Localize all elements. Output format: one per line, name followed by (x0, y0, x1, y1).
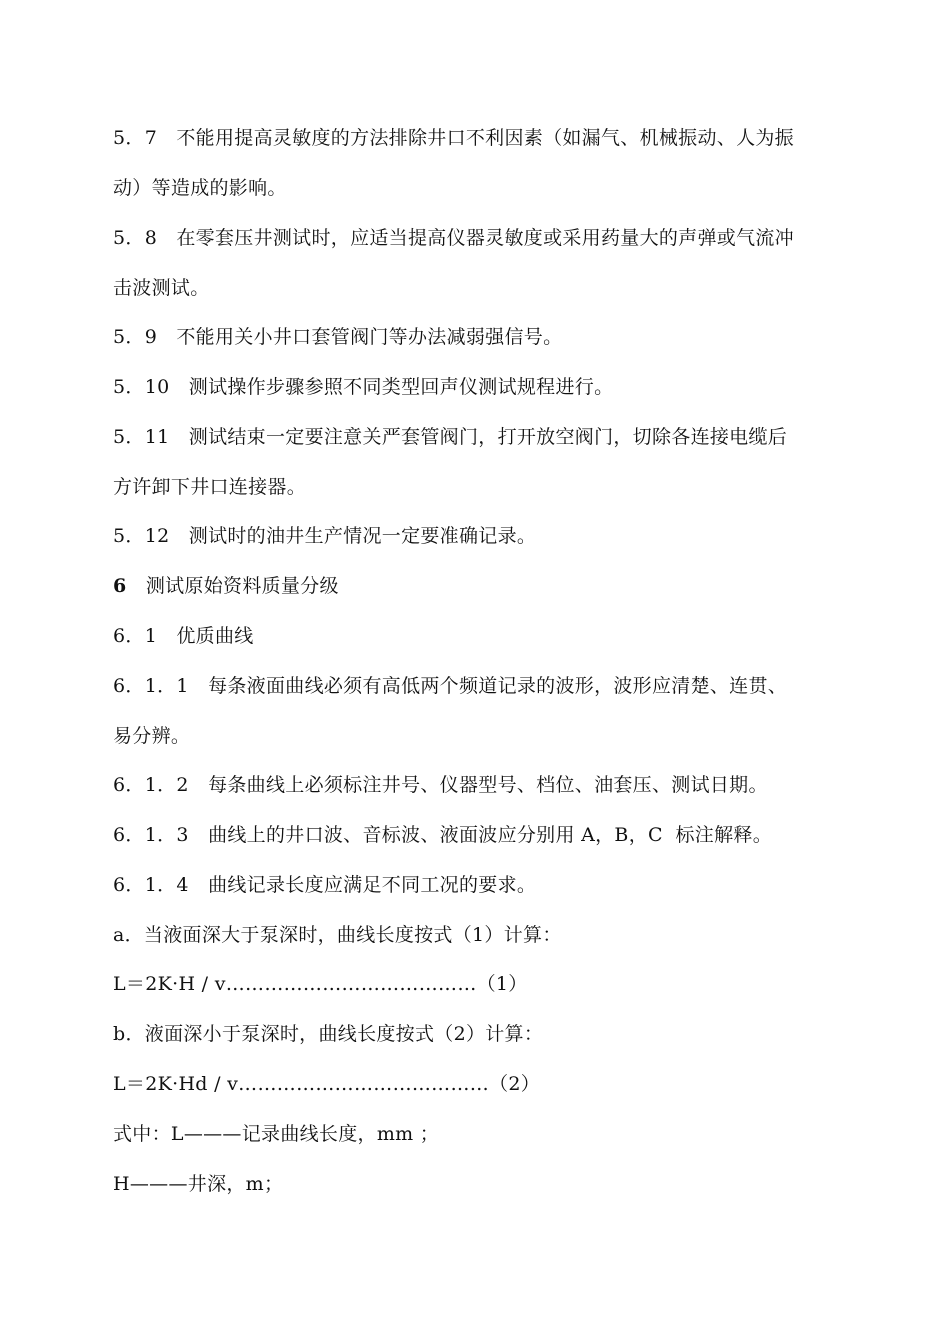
section-title: 测试原始资料质量分级 (126, 575, 339, 597)
item-a: a．当液面深大于泵深时，曲线长度按式（1）计算： (113, 924, 562, 946)
definition-l: 式中：L———记录曲线长度，mm ； (113, 1123, 440, 1145)
item-b: b．液面深小于泵深时，曲线长度按式（2）计算： (113, 1023, 544, 1045)
formula-1: L＝2K·H / v…………………………………（1） (113, 973, 528, 995)
clause-5-10: 5．10 测试操作步骤参照不同类型回声仪测试规程进行。 (113, 376, 614, 398)
clause-5-11-line-1: 5．11 测试结束一定要注意关严套管阀门，打开放空阀门，切除各连接电缆后 (113, 426, 788, 448)
clause-5-8-line-1: 5．8 在零套压井测试时，应适当提高仪器灵敏度或采用药量大的声弹或气流冲 (113, 227, 794, 249)
section-6-heading (113, 574, 339, 598)
clause-6-1-2: 6．1．2 每条曲线上必须标注井号、仪器型号、档位、油套压、测试日期。 (113, 774, 768, 796)
clause-5-8-line-2: 击波测试。 (113, 277, 210, 299)
clause-5-7-line-2: 动）等造成的影响。 (113, 177, 287, 199)
clause-5-7-line-1: 5．7 不能用提高灵敏度的方法排除井口不利因素（如漏气、机械振动、人为振 (113, 127, 794, 149)
section-number: 6 (113, 575, 127, 597)
clause-5-9: 5．9 不能用关小井口套管阀门等办法减弱强信号。 (113, 326, 563, 348)
clause-6-1-heading: 6．1 优质曲线 (113, 625, 254, 647)
clause-6-1-3: 6．1．3 曲线上的井口波、音标波、液面波应分别用 A，B，C 标注解释。 (113, 824, 773, 846)
clause-6-1-4: 6．1．4 曲线记录长度应满足不同工况的要求。 (113, 874, 537, 896)
clause-5-11-line-2: 方许卸下井口连接器。 (113, 476, 307, 498)
clause-5-12: 5．12 测试时的油井生产情况一定要准确记录。 (113, 525, 537, 547)
formula-2: L＝2K·Hd / v…………………………………（2） (113, 1073, 541, 1095)
definition-h: H———井深，m； (113, 1173, 284, 1195)
clause-6-1-1-line-1: 6．1．1 每条液面曲线必须有高低两个频道记录的波形，波形应清楚、连贯、 (113, 675, 788, 697)
clause-6-1-1-line-2: 易分辨。 (113, 725, 191, 747)
